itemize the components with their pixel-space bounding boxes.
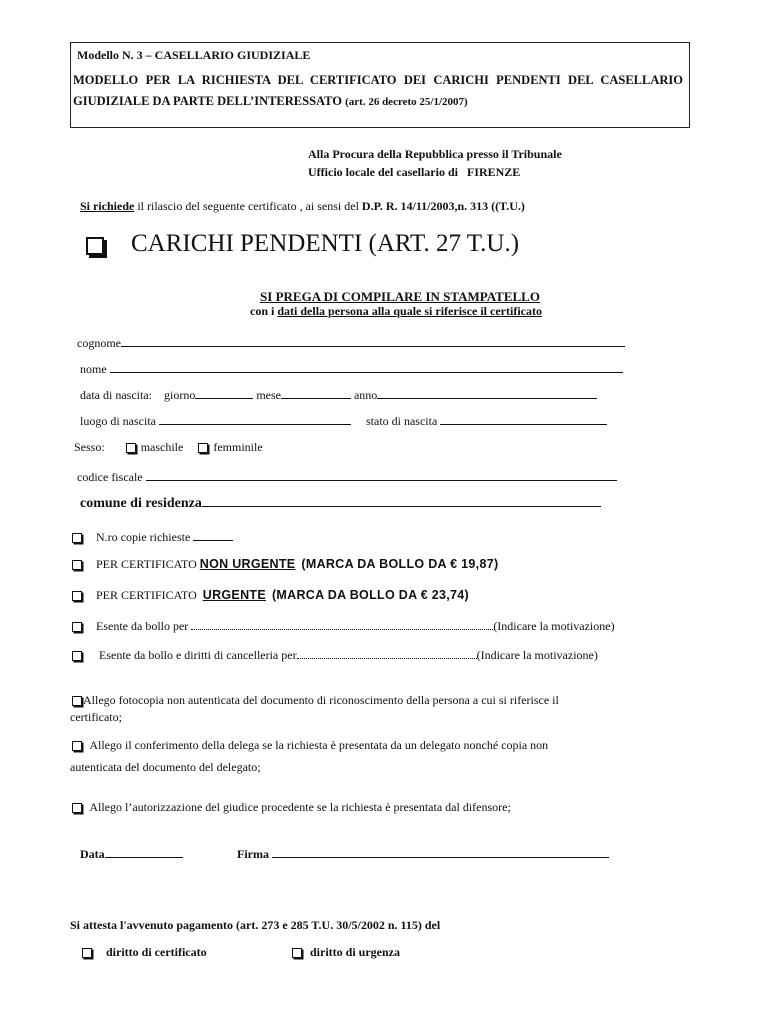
instruction-stampatello: SI PREGA DI COMPILARE IN STAMPATELLO <box>260 289 540 304</box>
comune-residenza-field[interactable] <box>202 494 601 507</box>
codice-fiscale-field[interactable] <box>146 468 617 481</box>
urgente-row: PER CERTIFICATO URGENTE (MARCA DA BOLLO DA € 23,74) <box>72 588 469 603</box>
stato-nascita-field[interactable] <box>440 412 607 425</box>
instruction-data: con i dati della persona alla quale si riferisce il certificato <box>250 304 542 318</box>
cognome-row: cognome <box>77 334 625 351</box>
esente-bollo-row: Esente da bollo per (Indicare la motivazione) <box>72 619 615 634</box>
allegato-delega-l1: Allego il conferimento della delega se la richiesta è presentata da un delegato nonché copia non <box>72 738 548 753</box>
allegato-delega-checkbox[interactable] <box>72 741 82 751</box>
codice-fiscale-row: codice fiscale <box>77 468 617 485</box>
recipient-line2: Ufficio locale del casellario di FIRENZE <box>308 165 521 179</box>
femminile-checkbox[interactable] <box>198 443 208 453</box>
data-field[interactable] <box>105 845 183 858</box>
non-urgente-row: PER CERTIFICATO NON URGENTE (MARCA DA BOLLO DA € 19,87) <box>72 557 498 572</box>
copie-field[interactable] <box>193 528 233 541</box>
header-title-line2: GIUDIZIALE DA PARTE DELL’INTERESSATO (art. 26 decreto 25/1/2007) <box>73 94 468 108</box>
diritto-urgenza-row: diritto di urgenza <box>292 945 400 960</box>
sesso-row: Sesso: maschile femminile <box>74 440 263 454</box>
allegato-autorizzazione: Allego l’autorizzazione del giudice procedente se la richiesta è presentata dal difensore; <box>72 800 511 815</box>
model-number: Modello N. 3 – CASELLARIO GIUDIZIALE <box>77 48 311 62</box>
diritto-certificato-checkbox[interactable] <box>82 948 92 958</box>
esente-diritti-motivo-field[interactable] <box>297 648 477 659</box>
urgente-checkbox[interactable] <box>72 591 82 601</box>
esente-diritti-row: Esente da bollo e diritti di cancelleria per (Indicare la motivazione) <box>72 648 598 663</box>
maschile-checkbox[interactable] <box>126 443 136 453</box>
nome-row: nome <box>80 360 623 377</box>
giorno-field[interactable] <box>195 386 253 399</box>
copie-row: N.ro copie richieste <box>72 528 233 545</box>
carichi-pendenti-checkbox[interactable] <box>86 237 104 255</box>
header-box <box>70 42 690 128</box>
recipient-city: FIRENZE <box>466 165 521 179</box>
request-line: Si richiede il rilascio del seguente certificato , ai sensi del D.P. R. 14/11/2003,n. 313 ((T.U.) <box>80 199 525 213</box>
esente-diritti-checkbox[interactable] <box>72 651 82 661</box>
mese-field[interactable] <box>281 386 351 399</box>
esente-bollo-motivo-field[interactable] <box>191 619 493 630</box>
anno-field[interactable] <box>377 386 597 399</box>
firma-row: Firma <box>237 845 609 862</box>
allegato-documento-checkbox[interactable] <box>72 696 82 706</box>
firma-field[interactable] <box>272 845 609 858</box>
cognome-field[interactable] <box>121 334 625 347</box>
diritto-urgenza-checkbox[interactable] <box>292 948 302 958</box>
data-row: Data <box>80 845 183 862</box>
allegato-autorizzazione-checkbox[interactable] <box>72 803 82 813</box>
non-urgente-checkbox[interactable] <box>72 560 82 570</box>
diritto-certificato-row: diritto di certificato <box>82 945 207 960</box>
allegato-documento-l2: certificato; <box>70 710 122 724</box>
nome-field[interactable] <box>110 360 623 373</box>
recipient-line1: Alla Procura della Repubblica presso il Tribunale <box>308 147 562 161</box>
copie-checkbox[interactable] <box>72 533 82 543</box>
luogo-nascita-row: luogo di nascita stato di nascita <box>80 412 607 429</box>
certificate-title: CARICHI PENDENTI (ART. 27 T.U.) <box>131 230 520 257</box>
luogo-nascita-field[interactable] <box>159 412 351 425</box>
payment-statement: Si attesta l'avvenuto pagamento (art. 273 e 285 T.U. 30/5/2002 n. 115) del <box>70 918 441 932</box>
allegato-documento-l1: Allego fotocopia non autenticata del documento di riconoscimento della persona a cui si riferisce il <box>72 693 559 708</box>
header-title-line1: MODELLO PER LA RICHIESTA DEL CERTIFICATO DEI CARICHI PENDENTI DEL CASELLARIO <box>73 73 683 87</box>
comune-residenza-row: comune di residenza <box>80 494 601 512</box>
esente-bollo-checkbox[interactable] <box>72 622 82 632</box>
allegato-delega-l2: autenticata del documento del delegato; <box>70 760 261 774</box>
data-nascita-row: data di nascita: giorno mese anno <box>80 386 597 403</box>
